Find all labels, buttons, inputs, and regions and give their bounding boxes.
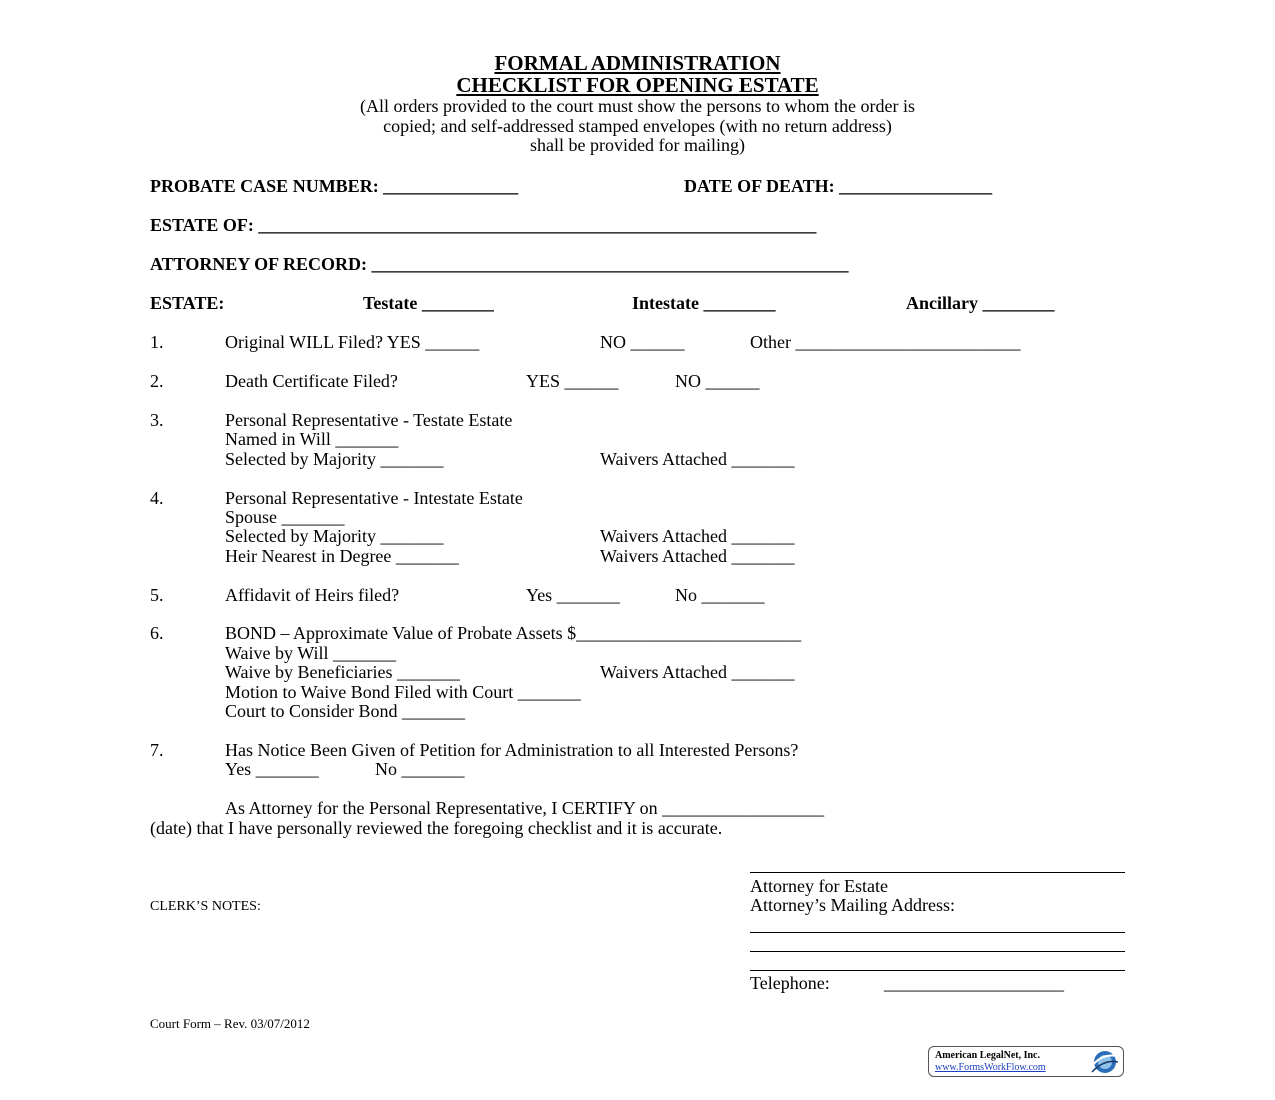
mailing-address-label: Attorney’s Mailing Address: [750, 895, 955, 915]
motion-to-waive-bond-field[interactable]: Motion to Waive Bond Filed with Court _______ [225, 682, 581, 702]
form-title-line2: CHECKLIST FOR OPENING ESTATE [456, 73, 819, 97]
will-filed-no-field[interactable]: NO ______ [600, 332, 685, 352]
item-number-6: 6. [150, 623, 164, 643]
attorney-of-record-field[interactable]: ATTORNEY OF RECORD: _____________________________________________________ [150, 254, 849, 274]
item-number-2: 2. [150, 371, 164, 391]
item-number-4: 4. [150, 488, 164, 508]
telephone-label: Telephone: [750, 973, 830, 993]
item-number-7: 7. [150, 740, 164, 760]
intestate-representative-heading: Personal Representative - Intestate Estate [225, 488, 523, 508]
affidavit-of-heirs-label: Affidavit of Heirs filed? [225, 585, 400, 605]
company-name: American LegalNet, Inc. [935, 1050, 1040, 1061]
item-number-1: 1. [150, 332, 164, 352]
notice-given-no-field[interactable]: No _______ [375, 759, 465, 779]
intestate-waivers-attached-field-2[interactable]: Waivers Attached _______ [600, 546, 795, 566]
american-legalnet-logo[interactable] [928, 1046, 1124, 1077]
form-revision: Court Form – Rev. 03/07/2012 [150, 1016, 310, 1031]
probate-case-number-field[interactable]: PROBATE CASE NUMBER: _______________ [150, 176, 519, 196]
notice-given-question: Has Notice Been Given of Petition for Administration to all Interested Persons? [225, 740, 799, 760]
estate-of-field[interactable]: ESTATE OF: ______________________________________________________________ [150, 215, 817, 235]
named-in-will-field[interactable]: Named in Will _______ [225, 429, 399, 449]
mailing-address-line-3[interactable] [750, 970, 1125, 971]
waive-by-beneficiaries-field[interactable]: Waive by Beneficiaries _______ [225, 662, 460, 682]
death-certificate-label: Death Certificate Filed? [225, 371, 398, 391]
notice-given-yes-field[interactable]: Yes _______ [225, 759, 319, 779]
mailing-address-line-2[interactable] [750, 951, 1125, 952]
testate-field[interactable]: Testate ________ [363, 293, 494, 313]
clerks-notes-label: CLERK’S NOTES: [150, 899, 261, 914]
testate-selected-by-majority-field[interactable]: Selected by Majority _______ [225, 449, 444, 469]
testate-waivers-attached-field[interactable]: Waivers Attached _______ [600, 449, 795, 469]
death-certificate-yes-field[interactable]: YES ______ [526, 371, 619, 391]
instruction-note-line1: (All orders provided to the court must show the persons to whom the order is [360, 96, 915, 116]
intestate-waivers-attached-field-1[interactable]: Waivers Attached _______ [600, 526, 795, 546]
spouse-field[interactable]: Spouse _______ [225, 507, 345, 527]
waive-by-will-field[interactable]: Waive by Will _______ [225, 643, 396, 663]
heir-nearest-in-degree-field[interactable]: Heir Nearest in Degree _______ [225, 546, 459, 566]
instruction-note-line2: copied; and self-addressed stamped envelopes (with no return address) [383, 116, 892, 136]
bond-value-field[interactable]: BOND – Approximate Value of Probate Assets $_________________________ [225, 623, 802, 643]
testate-representative-heading: Personal Representative - Testate Estate [225, 410, 513, 430]
telephone-field[interactable]: ____________________ [884, 973, 1064, 993]
court-to-consider-bond-field[interactable]: Court to Consider Bond _______ [225, 701, 466, 721]
item-number-3: 3. [150, 410, 164, 430]
attorney-signature-line[interactable] [750, 872, 1125, 873]
will-filed-other-field[interactable]: Other _________________________ [750, 332, 1021, 352]
form-title-line1: FORMAL ADMINISTRATION [494, 51, 781, 75]
death-certificate-no-field[interactable]: NO ______ [675, 371, 760, 391]
bond-waivers-attached-field[interactable]: Waivers Attached _______ [600, 662, 795, 682]
instruction-note-line3: shall be provided for mailing) [530, 135, 745, 155]
estate-type-label: ESTATE: [150, 293, 225, 313]
globe-icon [1086, 1049, 1120, 1075]
certify-date-field[interactable]: As Attorney for the Personal Representative, I CERTIFY on __________________ [225, 798, 825, 818]
attorney-for-estate-label: Attorney for Estate [750, 876, 888, 896]
company-url-link[interactable]: www.FormsWorkFlow.com [935, 1062, 1046, 1073]
mailing-address-line-1[interactable] [750, 932, 1125, 933]
ancillary-field[interactable]: Ancillary ________ [906, 293, 1055, 313]
intestate-selected-by-majority-field[interactable]: Selected by Majority _______ [225, 526, 444, 546]
affidavit-yes-field[interactable]: Yes _______ [526, 585, 620, 605]
date-of-death-field[interactable]: DATE OF DEATH: _________________ [684, 176, 993, 196]
intestate-field[interactable]: Intestate ________ [632, 293, 776, 313]
will-filed-yes-field[interactable]: Original WILL Filed? YES ______ [225, 332, 480, 352]
certify-statement: (date) that I have personally reviewed the foregoing checklist and it is accurate. [150, 818, 723, 838]
item-number-5: 5. [150, 585, 164, 605]
affidavit-no-field[interactable]: No _______ [675, 585, 765, 605]
